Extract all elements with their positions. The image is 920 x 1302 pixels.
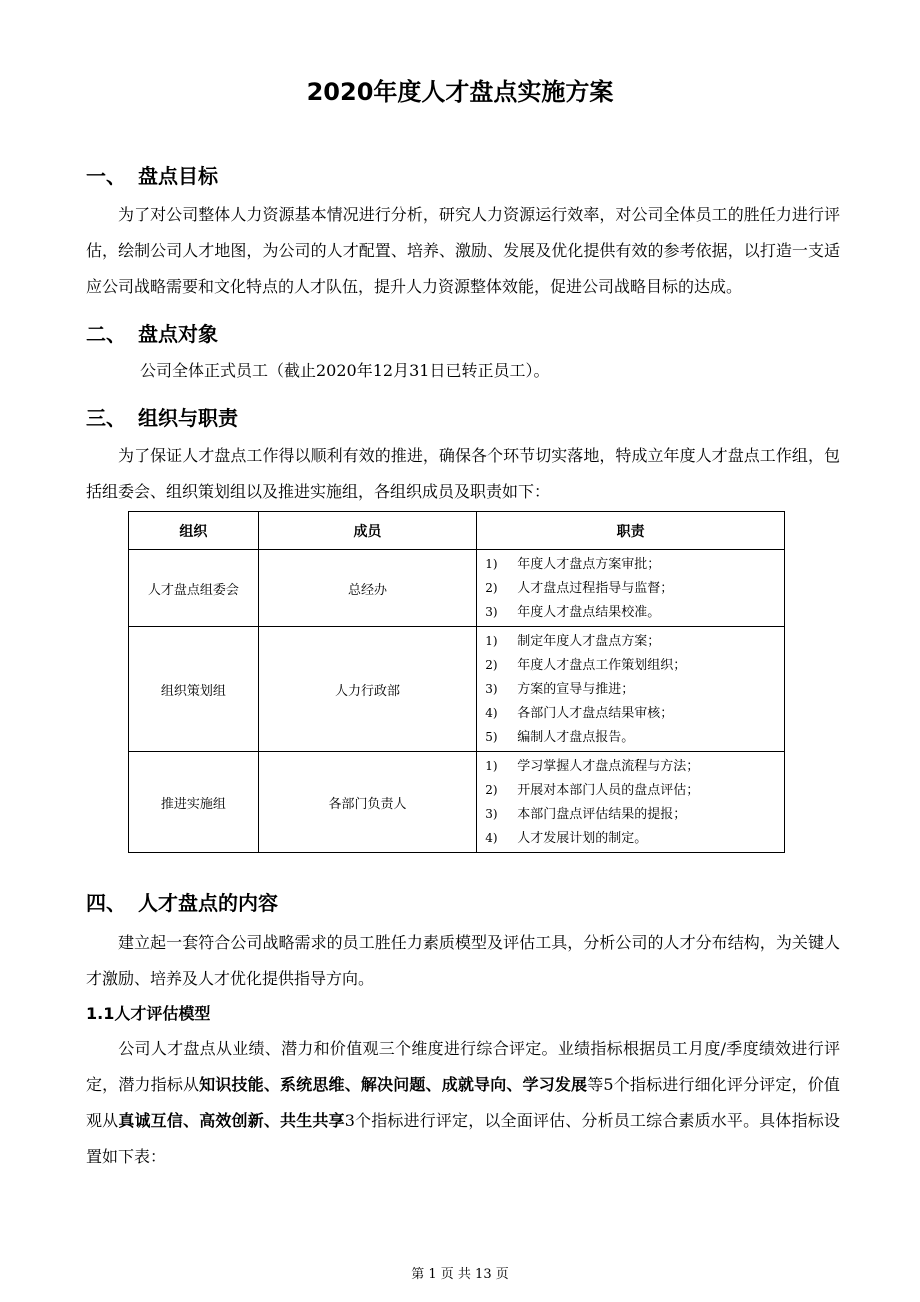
duty-list bbox=[477, 752, 785, 853]
keyword: 知识技能 bbox=[199, 1075, 264, 1094]
org-cell: 推进实施组 bbox=[129, 752, 259, 853]
keyword: 成就导向 bbox=[441, 1075, 507, 1094]
section-heading-goals bbox=[86, 160, 218, 189]
duty-table bbox=[128, 511, 785, 853]
list-item: 4) 各部门人才盘点结果审核； bbox=[485, 706, 674, 721]
section-heading-content bbox=[86, 887, 278, 916]
header-cell-org: 组织 bbox=[129, 512, 259, 550]
table-row bbox=[129, 550, 785, 627]
paragraph-text: 为了保证人才盘点工作得以顺利有效的推进，确保各个环节切实落地，特成立年度人才盘点工作组，包括组委会、组织策划组以及推进实施组，各组织成员及职责如下： bbox=[86, 446, 840, 501]
section-title: 人才盘点的内容 bbox=[138, 891, 278, 915]
section-heading-targets bbox=[86, 318, 218, 347]
paragraph-targets bbox=[86, 353, 840, 389]
paragraph-text: 建立起一套符合公司战略需求的员工胜任力素质模型及评估工具，分析公司的人才分布结构，为关键人才激励、培养及人才优化提供指导方向。 bbox=[86, 933, 840, 988]
paragraph-text: 公司全体正式员工（截止2020年12月31日已转正员工）。 bbox=[140, 361, 550, 380]
paragraph-model: 公司人才盘点从业绩、潜力和价值观三个维度进行综合评定。业绩指标根据员工月度/季度绩效进行评定，潜力指标从知识技能、系统思维、解决问题、成就导向、学习发展等5个指标进行细化评分评定，价值观从真诚互信、高效创新、共生共享3个指标进行评定，以全面评估、分析员工综合素质水平。具体指标设置如下表： bbox=[86, 1039, 840, 1166]
keyword: 解决问题 bbox=[360, 1075, 426, 1094]
keyword: 真诚互信 bbox=[118, 1111, 184, 1130]
table-row bbox=[129, 627, 785, 752]
subsection-heading-model: 1.1人才评估模型 bbox=[86, 1004, 211, 1023]
section-title: 盘点对象 bbox=[138, 322, 218, 346]
list-item: 5) 编制人才盘点报告。 bbox=[485, 730, 635, 745]
section-title: 盘点目标 bbox=[138, 164, 218, 188]
list-item: 3) 年度人才盘点结果校准。 bbox=[485, 605, 661, 620]
header-cell-duty: 职责 bbox=[477, 512, 785, 550]
list-item: 1) 制定年度人才盘点方案； bbox=[485, 634, 661, 649]
keyword: 高效创新 bbox=[199, 1111, 264, 1130]
list-item: 3) 本部门盘点评估结果的提报； bbox=[485, 807, 687, 822]
paragraph-text: 为了对公司整体人力资源基本情况进行分析，研究人力资源运行效率，对公司全体员工的胜任力进行评估，绘制公司人才地图，为公司的人才配置、培养、激励、发展及优化提供有效的参考依据，以打造一支适应公司战略需要和文化特点的人才队伍，提升人力资源整体效能，促进公司战略目标的达成。 bbox=[86, 205, 840, 296]
list-item: 2) 开展对本部门人员的盘点评估； bbox=[485, 783, 700, 798]
keyword: 学习发展 bbox=[522, 1075, 588, 1094]
section-number: 四、 bbox=[86, 891, 126, 915]
page-footer: 第 1 页 共 13 页 bbox=[411, 1267, 509, 1282]
member-cell: 总经办 bbox=[258, 550, 476, 627]
org-cell: 人才盘点组委会 bbox=[129, 550, 259, 627]
list-item: 4) 人才发展计划的制定。 bbox=[485, 831, 648, 846]
member-cell: 人力行政部 bbox=[258, 627, 476, 752]
member-cell: 各部门负责人 bbox=[258, 752, 476, 853]
paragraph-organization bbox=[86, 438, 840, 510]
section-number: 一、 bbox=[86, 164, 126, 188]
paragraph-content bbox=[86, 925, 840, 997]
list-item: 1) 年度人才盘点方案审批； bbox=[485, 557, 661, 572]
header-cell-member: 成员 bbox=[258, 512, 476, 550]
keyword: 共生共享 bbox=[280, 1111, 345, 1130]
list-item: 2) 人才盘点过程指导与监督； bbox=[485, 581, 674, 596]
keyword: 系统思维 bbox=[280, 1075, 345, 1094]
list-item: 2) 年度人才盘点工作策划组织； bbox=[485, 658, 687, 673]
section-heading-organization bbox=[86, 402, 238, 431]
duty-list bbox=[477, 550, 785, 627]
org-cell: 组织策划组 bbox=[129, 627, 259, 752]
list-item: 3) 方案的宣导与推进； bbox=[485, 682, 635, 697]
table-row bbox=[129, 752, 785, 853]
document-title: 2020年度人才盘点实施方案 bbox=[306, 78, 614, 106]
list-item: 1) 学习掌握人才盘点流程与方法； bbox=[485, 759, 700, 774]
section-number: 二、 bbox=[86, 322, 126, 346]
table-header-row bbox=[129, 512, 785, 550]
section-number: 三、 bbox=[86, 406, 126, 430]
duty-list bbox=[477, 627, 785, 752]
paragraph-goals bbox=[86, 197, 840, 305]
section-title: 组织与职责 bbox=[138, 406, 238, 430]
